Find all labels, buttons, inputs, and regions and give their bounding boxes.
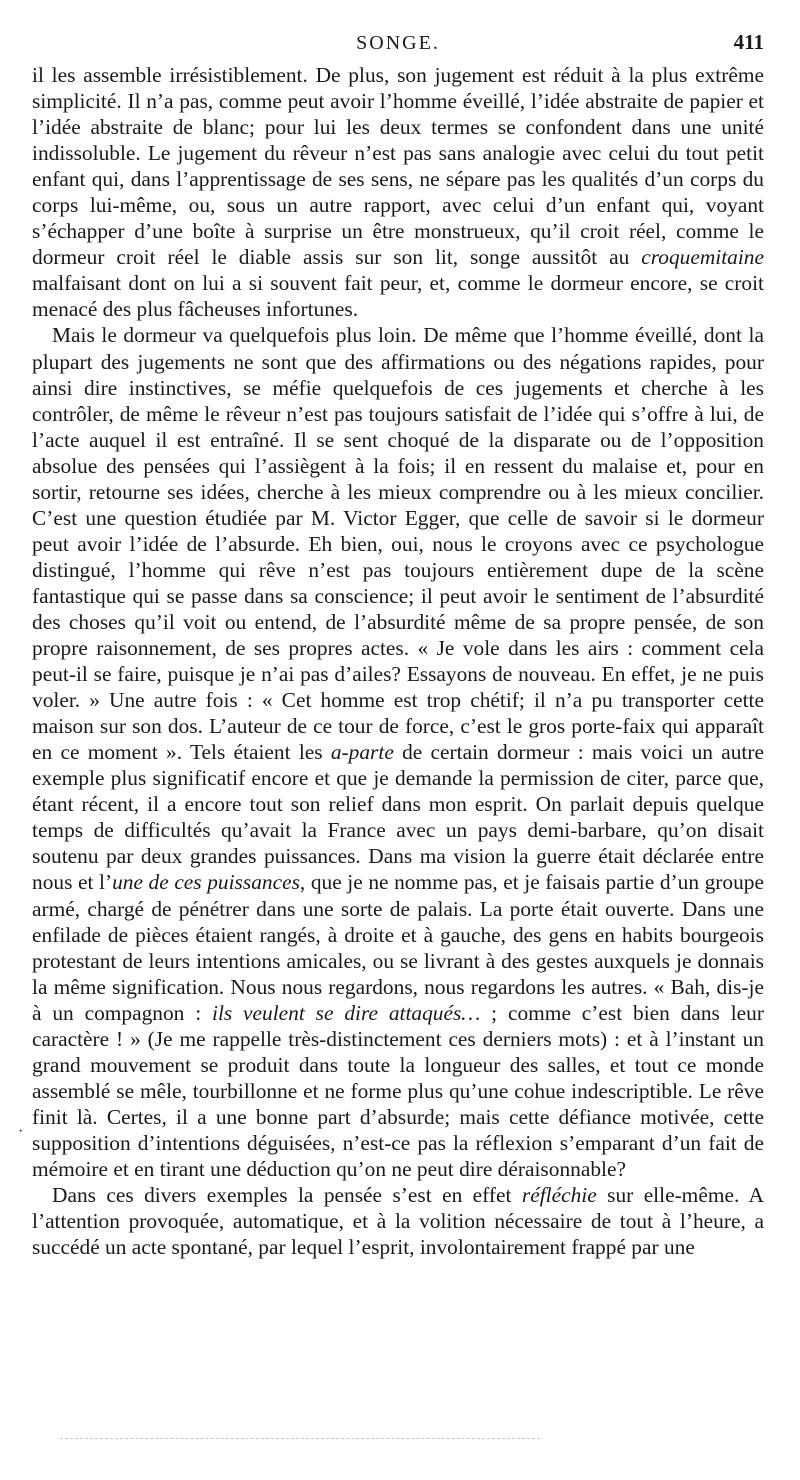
italic-phrase: a-parte <box>330 740 394 765</box>
body-text <box>32 62 764 1260</box>
text-run: sur elle-même. A l’attention provoquée, automatique, et à la volition nécessaire de tout à l’heure, a succédé un acte spontané, par lequel l’esprit, involontairement frappé par une <box>32 1183 764 1260</box>
paragraph-3 <box>32 1182 764 1260</box>
text-run: de certain dormeur : mais voici un autre exemple plus significatif encore et que je demande la permission de citer, parce que, étant récent, il a encore tout son relief dans mon esprit. On parlait depuis quelque temps de difficultés qu’avait la France avec un pays demi-barbare, qu’on disait soutenu par deux grandes puissances. Dans ma vision la guerre était déclarée entre nous et l’ <box>32 740 764 895</box>
italic-phrase: croquemitaine <box>641 245 764 270</box>
text-run: , que je ne nomme pas, et je faisais partie d’un groupe armé, chargé de pénétrer dans une sorte de palais. La porte était ouverte. Dans une enfilade de pièces étaient rangés, à droite et à gauche, des gens en habits bourgeois protestant de leurs intentions amicales, ou se livrant à des gestes auxquels je donnais la même signification. Nous nous regardons, nous regardons les autres. « Bah, dis-je à un compagnon : <box>32 870 765 1025</box>
italic-phrase: ils veulent se dire attaqués… <box>212 1000 481 1025</box>
text-run: Dans ces divers exemples la pensée s’est en effet <box>52 1183 522 1208</box>
text-run: il les assemble irrésistiblement. De plus, son jugement est réduit à la plus extrême simplicité. Il n’a pas, comme peut avoir l’homme éveillé, l’idée abstraite de papier et l’idée abstraite de blanc; pour lui les deux termes se confondent dans une unité indissoluble. Le jugement du rêveur n’est pas sans analogie avec celui du tout petit enfant qui, dans l’apprentissage de ses sens, ne sépare pas les qualités d’un corps du corps lui-même, ou, sous un autre rapport, avec celui d’un enfant qui, voyant s’échapper d’une boîte à surprise un être monstrueux, qu’il croit réel, comme le dormeur croit réel le diable assis sur son lit, songe aussitôt au <box>32 63 764 270</box>
italic-phrase: réfléchie <box>521 1183 597 1208</box>
page-number: 411 <box>733 30 764 54</box>
text-run: malfaisant dont on lui a si souvent fait peur, et, comme le dormeur encore, se croit menacé des plus fâcheuses infortunes. <box>32 271 764 322</box>
footer-smudge-line <box>60 1438 540 1439</box>
page-header <box>32 30 764 60</box>
paragraph-2 <box>32 322 764 1182</box>
text-run: ; comme c’est bien dans leur caractère ! » (Je me rappelle très-distinctement ces derniers mots) : et à l’instant un grand mouvement se produit dans toute la longueur des salles, et tout ce monde assemblé se mêle, tourbillonne et ne forme plus qu’une cohue indescriptible. Le rêve finit là. Certes, il a une bonne part d’absurde; mais cette défiance motivée, cette supposition d’intentions déguisées, n’est-ce pas la réflexion s’emparant d’un fait de mémoire et en tirant une déduction qu’on ne peut dire déraisonnable? <box>32 1000 764 1181</box>
italic-phrase: une de ces puissances <box>112 870 300 895</box>
text-run: Mais le dormeur va quelquefois plus loin. De même que l’homme éveillé, dont la plupart des jugements ne sont que des affirmations ou des négations rapides, pour ainsi dire instinctives, se méfie quelquefois de ces jugements et cherche à les contrôler, de même le rêveur n’est pas toujours satisfait de l’idée qui s’offre à lui, de l’acte auquel il est entraîné. Il se sent choqué de la disparate ou de l’opposition absolue des pensées qui l’assiègent à la fois; il en ressent du malaise et, pour en sortir, retourne ses idées, cherche à les mieux comprendre ou à les mieux concilier. C’est une question étudiée par M. Victor Egger, que celle de savoir si le dormeur peut avoir l’idée de l’absurde. Eh bien, oui, nous le croyons avec ce psychologue distingué, l’homme qui rêve n’est pas toujours entièrement dupe de la scène fantastique qui se passe dans sa conscience; il peut avoir le sentiment de l’absurdité des choses qu’il voit ou entend, de l’absurdité même de sa propre pensée, de son propre raisonnement, de ses propres actes. « Je vole dans les airs : comment cela peut-il se faire, puisque je n’ai pas d’ailes? Essayons de nouveau. En effet, je ne puis voler. » Une autre fois : « Cet homme est trop chétif; il n’a pu transporter cette maison sur son dos. L’auteur de ce tour de force, c’est le gros porte-faix qui apparaît en ce moment ». Tels étaient les <box>32 323 764 765</box>
margin-dot: · <box>18 1123 24 1140</box>
paragraph-1 <box>32 62 764 322</box>
running-head: SONGE. <box>356 32 440 54</box>
